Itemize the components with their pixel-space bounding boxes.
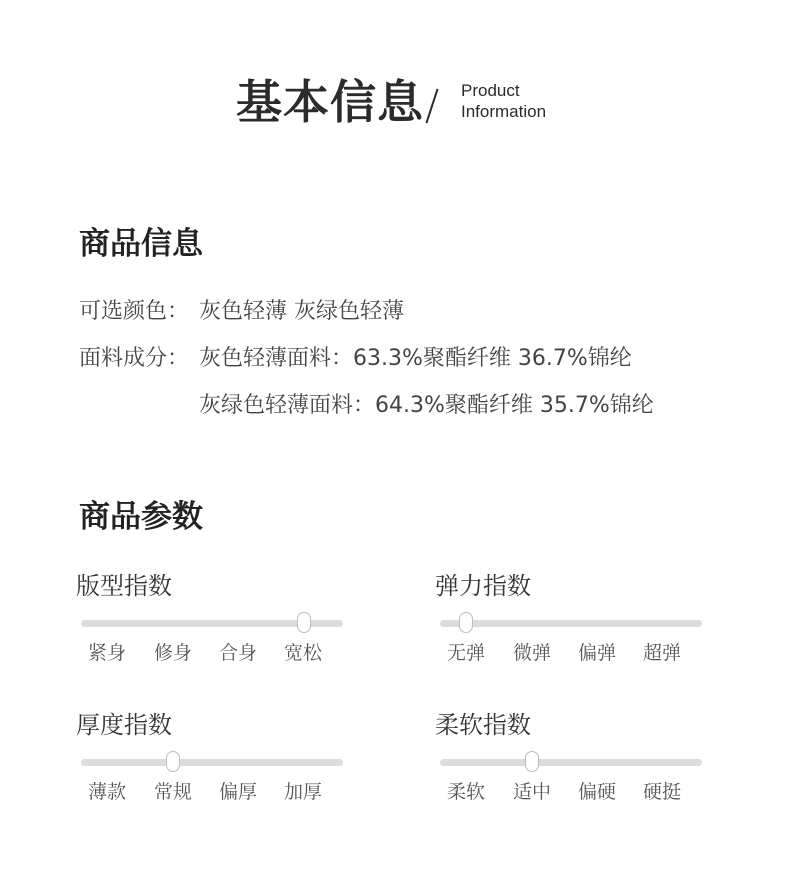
slider-track[interactable] — [440, 620, 702, 627]
slider-scale-label: 硬挺 — [642, 781, 681, 803]
slider-scale-label: 超弹 — [642, 642, 681, 664]
slider-scale-labels — [76, 641, 366, 665]
slider-thumb[interactable] — [525, 751, 539, 772]
slider-track[interactable] — [81, 620, 343, 627]
title-divider-slash — [425, 89, 438, 124]
material-row — [79, 344, 632, 374]
product-params-heading: 商品参数 — [79, 499, 203, 535]
colors-value: 灰色轻薄 灰绿色轻薄 — [199, 299, 404, 324]
slider-track[interactable] — [81, 759, 343, 766]
slider-thumb[interactable] — [459, 612, 473, 633]
slider-scale-label: 柔软 — [446, 781, 485, 803]
fit-index-slider — [76, 570, 366, 680]
page-subtitle-en — [461, 80, 546, 122]
slider-scale-label: 合身 — [218, 642, 257, 664]
slider-scale-label: 修身 — [153, 642, 192, 664]
slider-scale-label: 偏厚 — [218, 781, 257, 803]
page-subtitle-line-1: Product — [461, 81, 520, 100]
slider-scale-label: 适中 — [512, 781, 551, 803]
slider-scale-label: 偏弹 — [577, 642, 616, 664]
slider-scale-labels — [435, 780, 725, 804]
page-header — [0, 72, 790, 132]
thickness-index-slider — [76, 709, 366, 819]
colors-row — [79, 297, 404, 327]
slider-scale-label: 无弹 — [446, 642, 485, 664]
slider-thumb[interactable] — [297, 612, 311, 633]
material-value-gray: 灰色轻薄面料：63.3%聚酯纤维 36.7%锦纶 — [199, 346, 632, 371]
softness-index-slider — [435, 709, 725, 819]
slider-scale-label: 常规 — [153, 781, 192, 803]
slider-thumb[interactable] — [166, 751, 180, 772]
elasticity-index-slider — [435, 570, 725, 680]
slider-scale-label: 偏硬 — [577, 781, 616, 803]
slider-track[interactable] — [440, 759, 702, 766]
page-title: 基本信息 — [236, 75, 424, 129]
slider-scale-label: 紧身 — [87, 642, 126, 664]
slider-scale-label: 薄款 — [87, 781, 126, 803]
material-row-continued — [199, 391, 654, 421]
material-label: 面料成分： — [79, 346, 190, 371]
material-value-gray-green: 灰绿色轻薄面料：64.3%聚酯纤维 35.7%锦纶 — [199, 393, 654, 418]
colors-label: 可选颜色： — [79, 299, 190, 324]
slider-title: 版型指数 — [76, 572, 172, 600]
product-info-heading: 商品信息 — [79, 226, 203, 262]
slider-title: 厚度指数 — [76, 711, 172, 739]
slider-scale-label: 宽松 — [283, 642, 322, 664]
slider-scale-label: 加厚 — [283, 781, 322, 803]
slider-scale-labels — [76, 780, 366, 804]
page-subtitle-line-2: Information — [461, 102, 547, 121]
slider-scale-labels — [435, 641, 725, 665]
slider-title: 弹力指数 — [435, 572, 531, 600]
slider-title: 柔软指数 — [435, 711, 531, 739]
slider-scale-label: 微弹 — [512, 642, 551, 664]
